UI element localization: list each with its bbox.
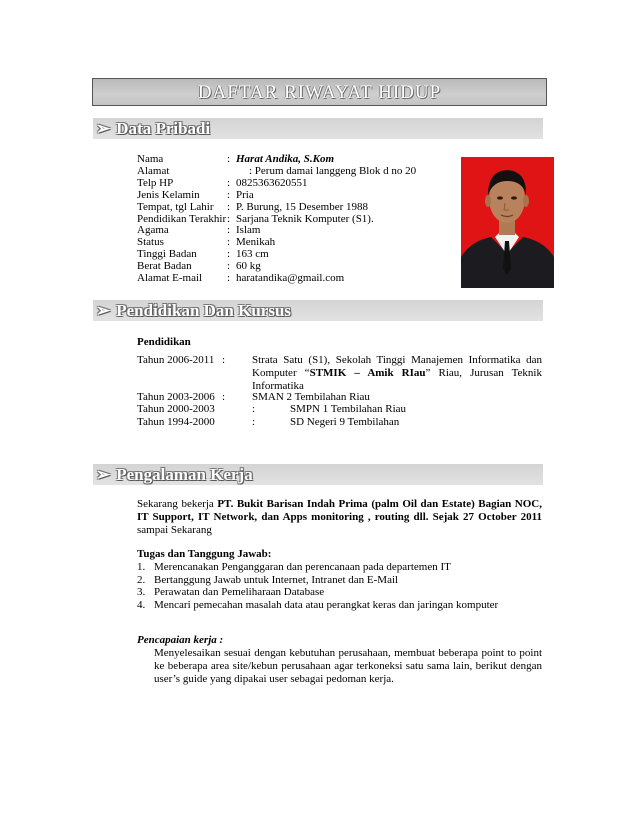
personal-value: P. Burung, 15 Desember 1988	[236, 201, 368, 213]
personal-value: Menikah	[236, 236, 276, 248]
section-title-pendidikan	[96, 301, 291, 321]
work-intro-text: sampai Sekarang	[137, 524, 212, 536]
arrow-right-icon: ➢	[96, 119, 111, 138]
personal-value: : Perum damai langgeng Blok d no 20	[249, 165, 417, 177]
task-text: Merencanakan Penganggaran dan perencanaan pada departemen IT	[154, 561, 451, 573]
achievement-heading: Pencapaian kerja :	[137, 634, 224, 646]
education-sep: :	[222, 391, 226, 403]
page-title: DAFTAR RIWAYAT HIDUP	[92, 78, 547, 106]
task-number: 1.	[137, 561, 146, 573]
arrow-right-icon: ➢	[96, 301, 111, 320]
task-text: Mencari pemecahan masalah data atau perangkat keras dan jaringan komputer	[154, 599, 499, 611]
task-number: 4.	[137, 599, 146, 611]
personal-value: 60 kg	[236, 260, 261, 272]
task-number: 3.	[137, 586, 146, 598]
personal-colon: :	[227, 177, 231, 189]
section-label: Pengalaman Kerja	[116, 465, 253, 484]
education-year: Tahun 2000-2003	[137, 403, 215, 415]
personal-value: haratandika@gmail.com	[236, 272, 345, 284]
task-text: Bertanggung Jawab untuk Internet, Intranet dan E-Mail	[154, 574, 399, 586]
education-school: SD Negeri 9 Tembilahan	[290, 416, 400, 428]
personal-colon: :	[227, 189, 231, 201]
work-intro-company: PT. Bukit Barisan Indah Prima (palm Oil dan Estate) Bagian NOC, IT Support, IT Network, dan Apps monitoring , routing dll. Sejak 27 October 2011	[137, 498, 542, 523]
personal-colon: :	[227, 213, 231, 225]
personal-label: Telp HP	[137, 177, 174, 189]
education-text: Strata Satu (S1), Sekolah Tinggi Manajemen Informatika dan Komputer “	[252, 354, 542, 379]
education-sep: :	[252, 416, 256, 428]
education-year: Tahun 2006-2011	[137, 354, 215, 366]
education-text: ” Riau, Jurusan Teknik Informatika	[252, 367, 542, 392]
personal-label: Alamat	[137, 165, 170, 177]
personal-label: Nama	[137, 153, 164, 165]
task-text: Perawatan dan Pemeliharaan Database	[154, 586, 325, 598]
personal-label: Status	[137, 236, 164, 248]
personal-colon: :	[227, 248, 231, 260]
personal-value: Islam	[236, 224, 261, 236]
person-portrait-icon	[461, 157, 554, 288]
profile-photo	[461, 157, 554, 288]
education-sep: :	[252, 403, 256, 415]
education-year: Tahun 1994-2000	[137, 416, 215, 428]
section-label: Data Pribadi	[116, 119, 211, 138]
personal-label: Tempat, tgl Lahir	[137, 201, 214, 213]
education-heading: Pendidikan	[137, 336, 191, 348]
section-label: Pendidikan Dan Kursus	[116, 301, 292, 320]
personal-colon: :	[227, 272, 231, 284]
education-institution: STMIK – Amik RIau	[309, 367, 426, 379]
personal-value: 163 cm	[236, 248, 269, 260]
education-year: Tahun 2003-2006	[137, 391, 215, 403]
task-number: 2.	[137, 574, 146, 586]
personal-colon: :	[227, 224, 231, 236]
personal-value: Sarjana Teknik Komputer (S1).	[236, 213, 374, 225]
personal-label: Pendidikan Terakhir	[137, 213, 227, 225]
work-intro-text: Sekarang bekerja	[137, 498, 218, 510]
education-school: SMAN 2 Tembilahan Riau	[252, 391, 370, 403]
personal-value: 0825363620551	[236, 177, 308, 189]
arrow-right-icon: ➢	[96, 465, 111, 484]
personal-label: Tinggi Badan	[137, 248, 197, 260]
education-detail	[252, 354, 542, 393]
personal-colon: :	[227, 201, 231, 213]
section-title-pengalaman	[96, 465, 253, 485]
tasks-heading: Tugas dan Tanggung Jawab:	[137, 548, 272, 560]
personal-colon: :	[227, 236, 231, 248]
work-intro	[137, 498, 542, 537]
personal-colon: :	[227, 260, 231, 272]
education-sep: :	[222, 354, 226, 366]
personal-label: Berat Badan	[137, 260, 192, 272]
achievement-text: Menyelesaikan sesuai dengan kebutuhan perusahaan, membuat beberapa point to point ke beberapa area site/kebun perusahaan agar terkoneksi satu sama lain, berikut dengan user’s guide yang dipakai user sebagai pedoman kerja.	[154, 647, 542, 685]
section-title-pribadi	[96, 119, 210, 139]
personal-label: Jenis Kelamin	[137, 189, 200, 201]
personal-value: Pria	[236, 189, 254, 201]
personal-colon: :	[227, 153, 231, 165]
education-school: SMPN 1 Tembilahan Riau	[290, 403, 407, 415]
personal-label: Alamat E-mail	[137, 272, 203, 284]
personal-value: Harat Andika, S.Kom	[236, 153, 335, 165]
personal-label: Agama	[137, 224, 169, 236]
